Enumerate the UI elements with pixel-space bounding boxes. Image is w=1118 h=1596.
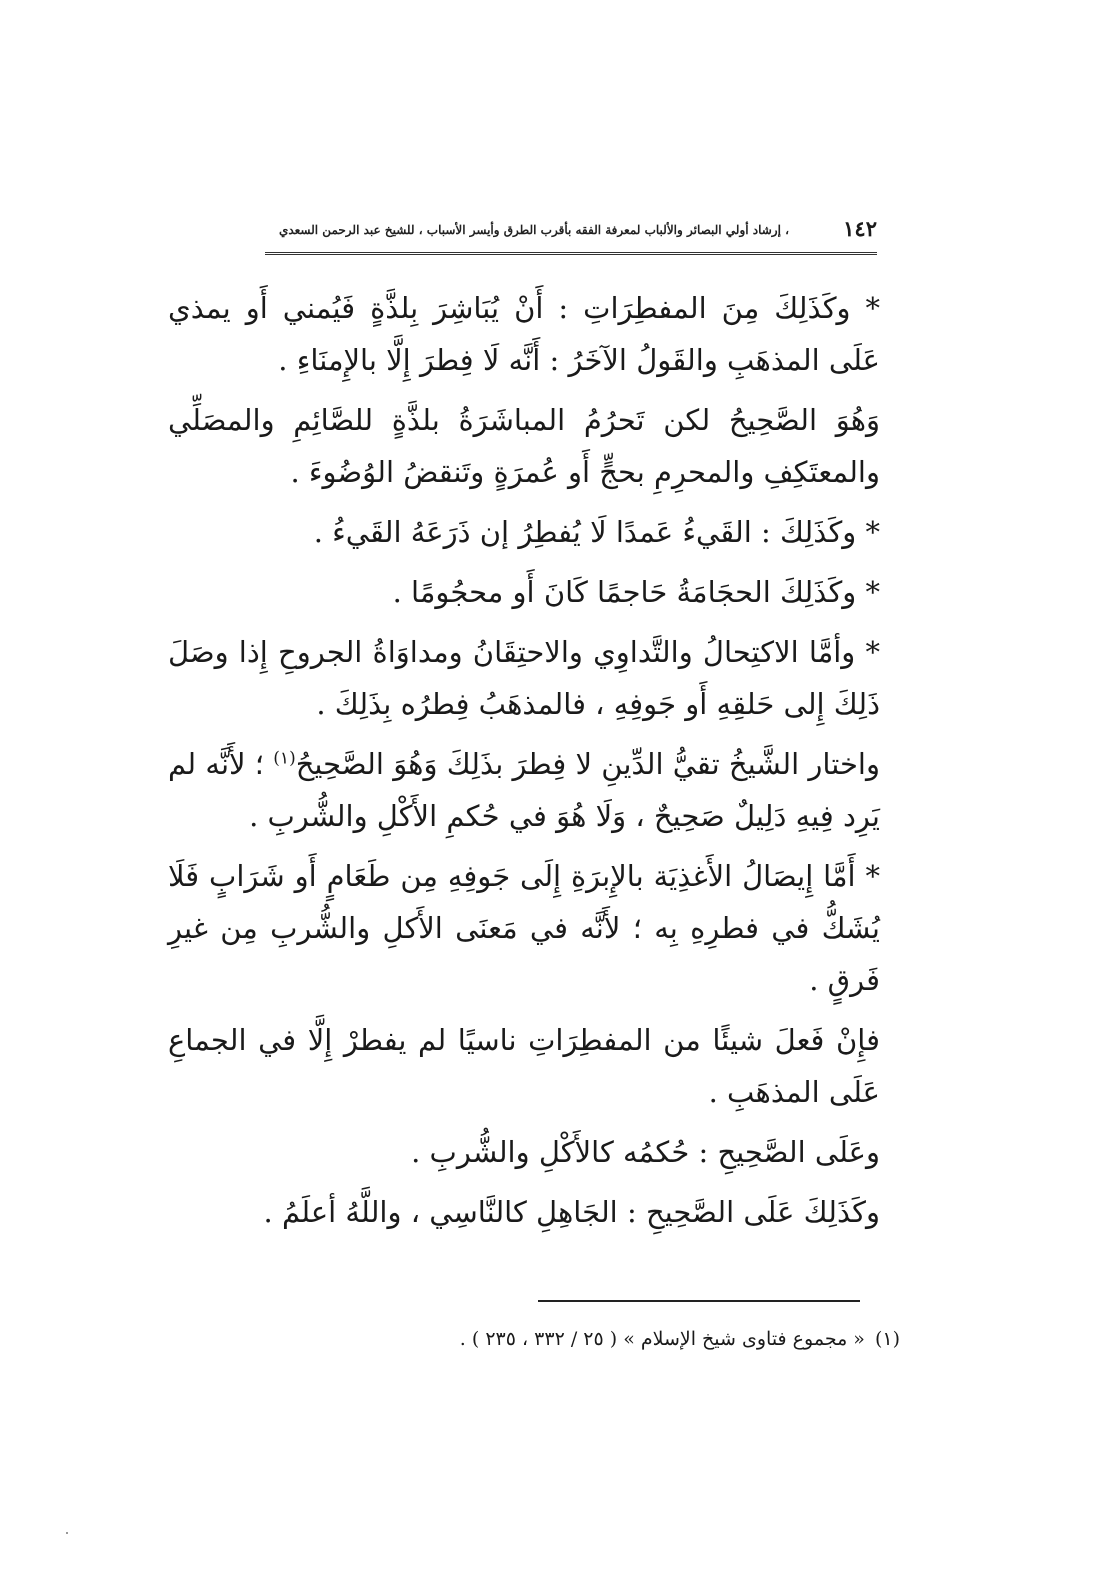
paragraph-jahil: وكَذَلِكَ عَلَى الصَّحِيحِ : الجَاهِلِ كالنَّاسِي ، واللَّهُ أعلَمُ . bbox=[263, 1195, 880, 1229]
page-number: ١٤٢ bbox=[843, 216, 877, 241]
scan-speck bbox=[66, 1532, 68, 1534]
paragraph-sahih-hukm: وعَلَى الصَّحِيحِ : حُكمُه كالأَكْلِ والشُّربِ . bbox=[411, 1135, 880, 1169]
paragraph-taqi-al-din-text: واختار الشَّيخُ تقيُّ الدِّينِ لا فِطرَ بذَلِكَ وَهُوَ الصَّحِيحُ bbox=[295, 747, 880, 781]
paragraph-sahih-mubashara: وَهُوَ الصَّحِيحُ لكن تَحرُمُ المباشَرَةُ بلذَّةٍ للصَّائِمِ والمصَلِّي والمعتَكِفِ والمحرِمِ بحجٍّ أَو عُمرَةٍ وتَنقضُ الوُضُوءَ . bbox=[168, 403, 880, 489]
paragraph-ibra: * أَمَّا إِيصَالُ الأَغذِيَة بالإِبرَةِ إِلَى جَوفِهِ مِن طَعَامٍ أَو شَرَابٍ فَلَا يُشَكُّ في فطرِهِ بِه ؛ لأَنَّه في مَعنَى الأَكلِ والشُّربِ مِن غيرِ فَرقٍ . bbox=[168, 859, 880, 997]
paragraph-taqi-al-din bbox=[168, 738, 880, 842]
paragraph-hijama: * وكَذَلِكَ الحجَامَةُ حَاجمًا كَانَ أَو محجُومًا . bbox=[392, 575, 880, 609]
footnote-rule bbox=[538, 1300, 860, 1302]
footnote-text: « مجموع فتاوى شيخ الإسلام » ( ٢٥ / ٣٣٢ ، ٢٣٥ ) . bbox=[459, 1328, 865, 1350]
paragraph-taqi-al-din-continuation: ؛ لأَنَّه لم يَرِد فِيهِ دَلِيلٌ صَحِيحٌ ، وَلَا هُوَ في حُكمِ الأَكْلِ والشُّربِ . bbox=[168, 747, 880, 833]
footnote-number: (١) bbox=[874, 1328, 900, 1350]
running-header bbox=[265, 214, 877, 244]
paragraph-qay: * وكَذَلِكَ : القَيءُ عَمدًا لَا يُفطِرُ إن ذَرَعَهُ القَيءُ . bbox=[313, 515, 880, 549]
footnote-reference[interactable]: (١) bbox=[273, 748, 296, 769]
book-title: ، إرشاد أولي البصائر والألباب لمعرفة الفقه بأقرب الطرق وأيسر الأسباب ، للشيخ عبد الرحمن السعدي bbox=[278, 223, 789, 237]
body-text bbox=[168, 282, 880, 1246]
paragraph-iktihal: * وأمَّا الاكتِحالُ والتَّداوِي والاحتِقَانُ ومداوَاةُ الجروحِ إِذا وصَلَ ذَلِكَ إِلى حَلقِهِ أَو جَوفِهِ ، فالمذهَبُ فِطرُه بِذَلِكَ . bbox=[168, 635, 880, 721]
header-rule bbox=[265, 252, 877, 255]
footnote bbox=[360, 1322, 900, 1356]
paragraph-nasi: فإِنْ فَعلَ شيئًا من المفطِرَاتِ ناسيًا لم يفطرْ إِلَّا في الجماعِ عَلَى المذهَبِ . bbox=[168, 1023, 880, 1109]
paragraph-mubashara: * وكَذَلِكَ مِنَ المفطِرَاتِ : أَنْ يُبَاشِرَ بِلذَّةٍ فَيُمني أَو يمذي عَلَى المذهَبِ والقَولُ الآخَرُ : أَنَّه لَا فِطرَ إِلَّا بالإِمنَاءِ . bbox=[168, 291, 880, 377]
